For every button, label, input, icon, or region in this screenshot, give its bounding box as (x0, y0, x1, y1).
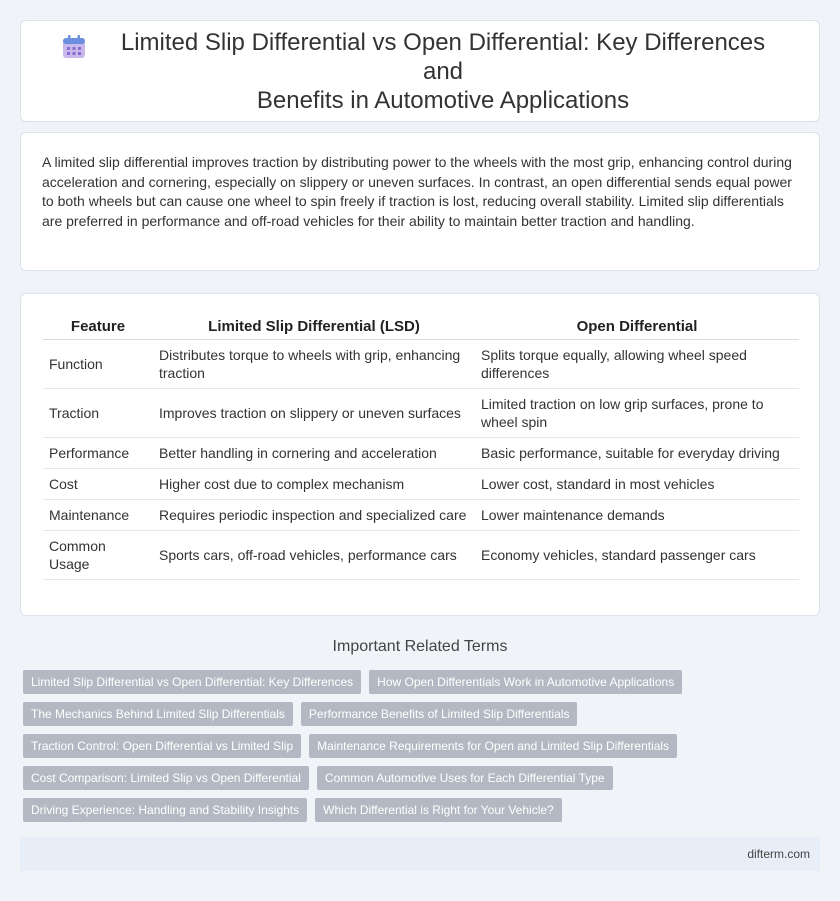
related-tag-link[interactable]: Maintenance Requirements for Open and Limited Slip Differentials (309, 734, 677, 758)
related-tag-link[interactable]: Driving Experience: Handling and Stability Insights (23, 798, 307, 822)
header-lsd: Limited Slip Differential (LSD) (153, 308, 475, 340)
related-tag-link[interactable]: Performance Benefits of Limited Slip Differentials (301, 702, 578, 726)
tag-row (23, 702, 803, 726)
table-cell: Cost (43, 469, 153, 500)
title-wrap (61, 28, 779, 115)
table-row (43, 500, 799, 531)
related-terms-title: Important Related Terms (332, 638, 508, 655)
tag-row (23, 670, 803, 694)
intro-paragraph: A limited slip differential improves traction by distributing power to the wheels with the most grip, enhancing control during acceleration and cornering, especially on slippery or uneven surfaces. In contrast, an open differential sends equal power to both wheels but can cause one wheel to spin freely if traction is lost, reducing overall stability. Limited slip differentials are preferred in performance and off-road vehicles for their ability to maintain better traction and handling. (42, 154, 792, 229)
table-cell: Lower maintenance demands (475, 500, 799, 531)
footer (20, 837, 820, 871)
table-header-row (43, 308, 799, 340)
table-row (43, 469, 799, 500)
table-cell: Lower cost, standard in most vehicles (475, 469, 799, 500)
related-tag-link[interactable]: Which Differential is Right for Your Vehicle? (315, 798, 562, 822)
related-tag-link[interactable]: Traction Control: Open Differential vs Limited Slip (23, 734, 301, 758)
page-title-line1: Limited Slip Differential vs Open Differential: Key Differences and (120, 28, 766, 85)
table-row (43, 531, 799, 580)
footer-site-name: difterm.com (747, 847, 810, 861)
comparison-table (43, 308, 799, 580)
related-tag-link[interactable]: Common Automotive Uses for Each Differential Type (317, 766, 613, 790)
table-cell: Maintenance (43, 500, 153, 531)
header-feature: Feature (43, 308, 153, 340)
table-cell: Better handling in cornering and acceleration (153, 438, 475, 469)
calendar-icon (61, 34, 87, 60)
table-row (43, 438, 799, 469)
table-cell: Common Usage (43, 531, 153, 580)
table-row (43, 389, 799, 438)
intro-card (20, 132, 820, 271)
related-tag-link[interactable]: Cost Comparison: Limited Slip vs Open Differential (23, 766, 309, 790)
title-card (20, 20, 820, 122)
related-tag-link[interactable]: How Open Differentials Work in Automotive Applications (369, 670, 682, 694)
table-cell: Function (43, 340, 153, 389)
header-open: Open Differential (475, 308, 799, 340)
table-cell: Traction (43, 389, 153, 438)
table-row (43, 340, 799, 389)
page-title (107, 28, 779, 115)
table-cell: Higher cost due to complex mechanism (153, 469, 475, 500)
table-cell: Improves traction on slippery or uneven surfaces (153, 389, 475, 438)
table-cell: Splits torque equally, allowing wheel speed differences (475, 340, 799, 389)
table-cell: Distributes torque to wheels with grip, enhancing traction (153, 340, 475, 389)
table-cell: Requires periodic inspection and specialized care (153, 500, 475, 531)
tag-row (23, 734, 803, 758)
table-cell: Basic performance, suitable for everyday driving (475, 438, 799, 469)
table-cell: Limited traction on low grip surfaces, prone to wheel spin (475, 389, 799, 438)
related-tag-link[interactable]: Limited Slip Differential vs Open Differential: Key Differences (23, 670, 361, 694)
tag-row (23, 798, 803, 822)
related-tag-link[interactable]: The Mechanics Behind Limited Slip Differentials (23, 702, 293, 726)
tag-row (23, 766, 803, 790)
comparison-table-card (20, 293, 820, 616)
table-cell: Performance (43, 438, 153, 469)
related-tags (23, 670, 803, 830)
page-title-line2: Benefits in Automotive Applications (256, 86, 630, 114)
table-cell: Sports cars, off-road vehicles, performance cars (153, 531, 475, 580)
table-cell: Economy vehicles, standard passenger cars (475, 531, 799, 580)
